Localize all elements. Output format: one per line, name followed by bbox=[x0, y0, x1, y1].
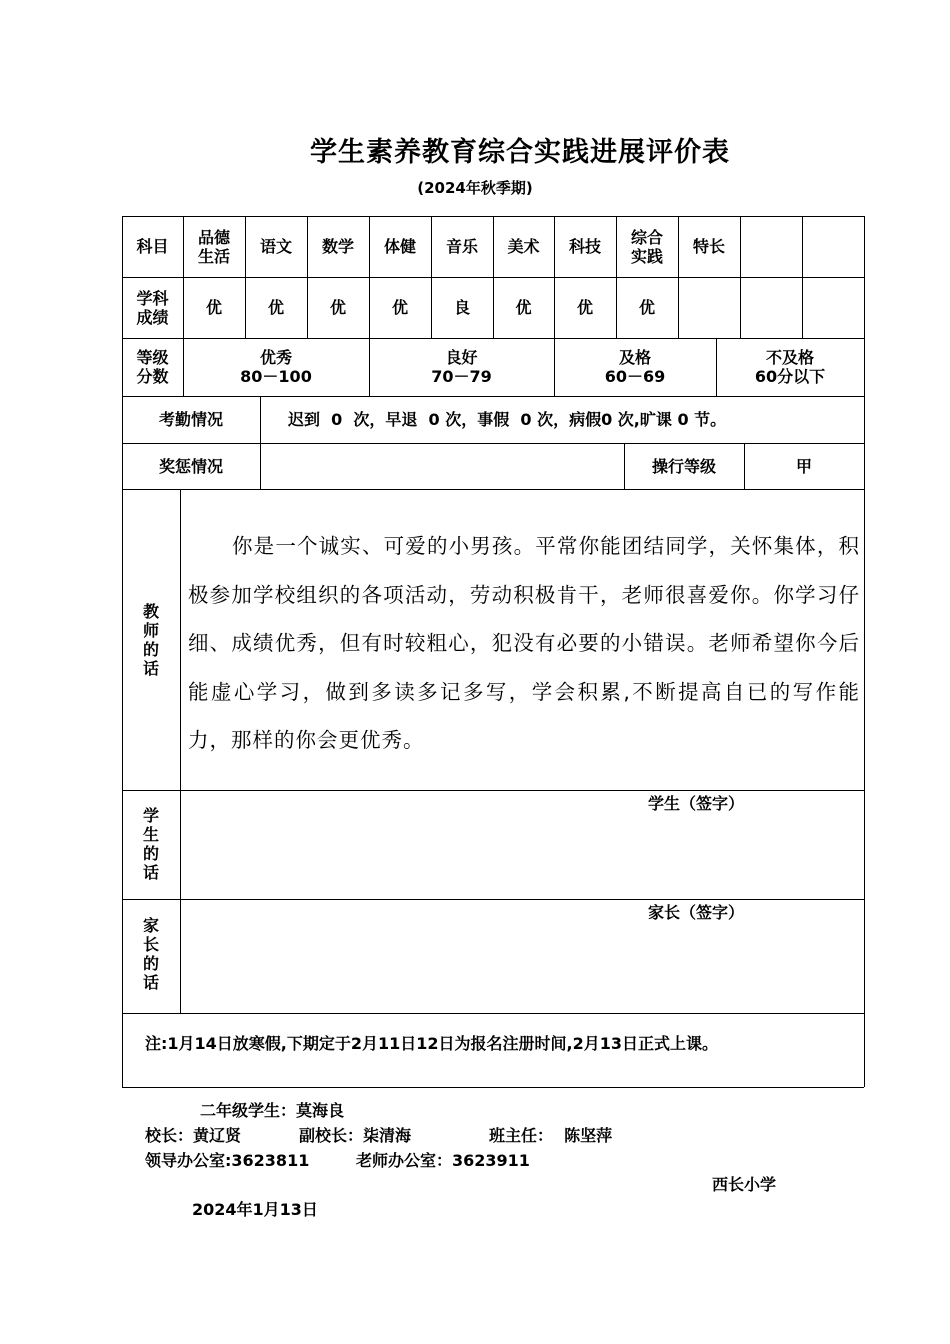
rewards-value bbox=[261, 443, 624, 489]
teacher-comment: 你是一个诚实、可爱的小男孩。平常你能团结同学，关怀集体，积极参加学校组织的各项活动，劳动积极肯干，老师很喜爱你。你学习仔细、成绩优秀，但有时较粗心，犯没有必要的小错误。老师希望你今后能虚心学习，做到多读多记多写，学会积累,不断提高自已的写作能力，那样的你会更优秀。 bbox=[188, 534, 860, 752]
grade-cell-1 bbox=[369, 338, 554, 396]
grade-name: 不及格 bbox=[765, 348, 814, 367]
grades-label: 等级 分数 bbox=[136, 348, 169, 386]
subject-cell-6: 科技 bbox=[568, 237, 601, 256]
grade-cell-2 bbox=[554, 338, 716, 396]
attendance-label: 考勤情况 bbox=[158, 410, 223, 429]
grade-name: 良好 bbox=[445, 348, 478, 367]
school-name: 西长小学 bbox=[712, 1175, 777, 1194]
conduct-grade-label: 操行等级 bbox=[651, 456, 716, 476]
grade-range: 80－100 bbox=[240, 367, 312, 386]
attendance-text: 迟到 0 次，早退 0 次，事假 0 次，病假0 次,旷课 0 节。 bbox=[288, 410, 727, 429]
leader-office-phone: 领导办公室:3623811 bbox=[145, 1151, 310, 1170]
subject-cell-9 bbox=[740, 216, 802, 277]
holiday-note: 注:1月14日放寒假,下期定于2月11日12日为报名注册时间,2月13日正式上课。 bbox=[145, 1034, 719, 1053]
subject-cell-7: 综合 实践 bbox=[630, 227, 663, 266]
page-subtitle: (2024年秋季期) bbox=[417, 179, 533, 197]
grade-range: 60分以下 bbox=[754, 367, 826, 386]
parent-signature-label: 家长（签字） bbox=[648, 903, 745, 922]
subject-cell-10 bbox=[802, 216, 864, 277]
class-teacher: 班主任： 陈坚萍 bbox=[489, 1126, 613, 1145]
rewards-label: 奖惩情况 bbox=[158, 456, 223, 476]
subject-cell-0: 品德 生活 bbox=[197, 227, 230, 266]
grade-range: 70－79 bbox=[431, 367, 492, 386]
grade-name: 及格 bbox=[618, 348, 651, 367]
score-cell-5: 优 bbox=[515, 298, 532, 317]
score-cell-0: 优 bbox=[205, 298, 222, 317]
subject-cell-5: 美术 bbox=[507, 237, 540, 256]
score-cell-6: 优 bbox=[576, 298, 593, 317]
student-signature-label: 学生（签字） bbox=[648, 794, 745, 813]
page-title: 学生素养教育综合实践进展评价表 bbox=[310, 137, 730, 168]
report-date: 2024年1月13日 bbox=[192, 1200, 318, 1219]
student-comment-label: 学 生 的 话 bbox=[142, 806, 159, 882]
vice-principal: 副校长：柒清海 bbox=[299, 1126, 412, 1145]
score-cell-2: 优 bbox=[329, 298, 346, 317]
subject-cell-2: 数学 bbox=[321, 237, 354, 256]
subject-cell-3: 体健 bbox=[383, 237, 416, 256]
score-cell-4: 良 bbox=[453, 298, 470, 317]
teacher-comment-label: 教 师 的 话 bbox=[142, 602, 159, 678]
score-cell-7: 优 bbox=[638, 298, 655, 317]
score-cell-9 bbox=[740, 277, 802, 338]
grade-cell-3 bbox=[716, 338, 864, 396]
grade-range: 60－69 bbox=[604, 367, 666, 386]
parent-comment-label: 家 长 的 话 bbox=[142, 916, 159, 992]
subject-cell-1: 语文 bbox=[259, 237, 292, 256]
score-cell-3: 优 bbox=[391, 298, 408, 317]
student-name: 二年级学生：莫海良 bbox=[200, 1101, 345, 1120]
subject-cell-4: 音乐 bbox=[445, 237, 478, 256]
score-cell-10 bbox=[802, 277, 864, 338]
grade-name: 优秀 bbox=[259, 348, 292, 367]
conduct-grade-value: 甲 bbox=[795, 456, 812, 476]
score-cell-1: 优 bbox=[267, 298, 284, 317]
grade-cell-0 bbox=[183, 338, 369, 396]
subject-cell-8: 特长 bbox=[692, 237, 725, 256]
principal: 校长：黄辽贤 bbox=[145, 1126, 242, 1145]
score-cell-8 bbox=[678, 277, 740, 338]
scores-label: 学科 成绩 bbox=[136, 288, 169, 327]
teacher-office-phone: 老师办公室：3623911 bbox=[356, 1151, 530, 1170]
subjects-label: 科目 bbox=[136, 237, 169, 256]
